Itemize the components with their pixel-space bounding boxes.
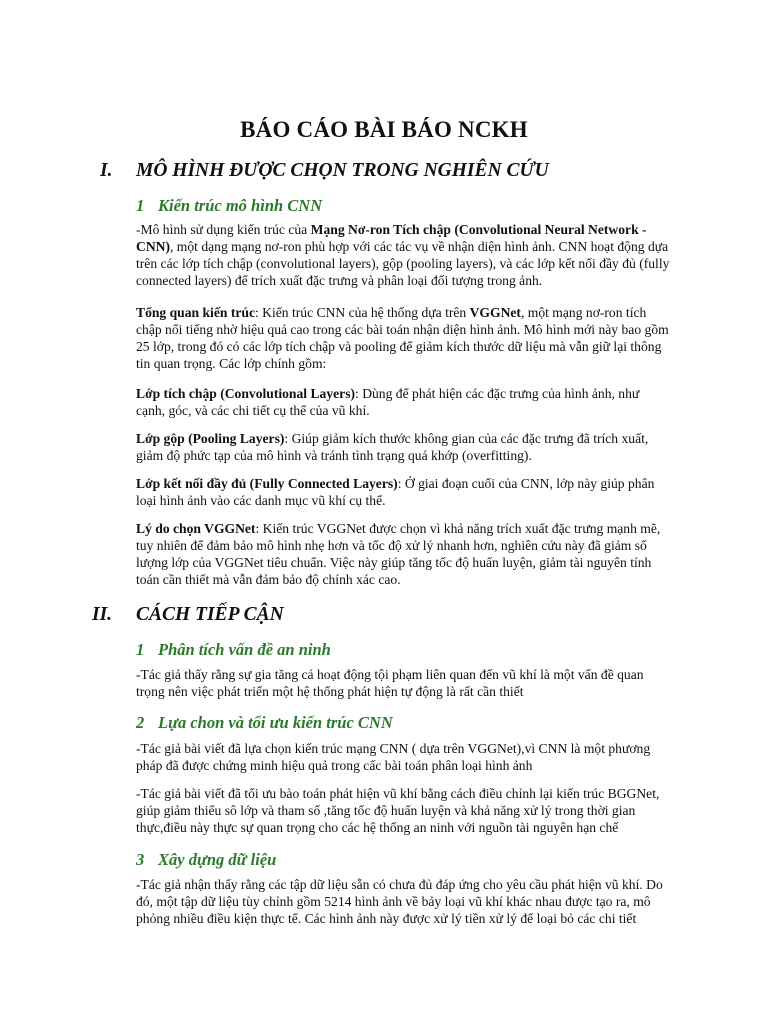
subsection-title: Lựa chon và tối ưu kiến trúc CNN	[158, 713, 393, 732]
paragraph-architecture-overview	[136, 304, 670, 372]
subsection-heading-1-1	[136, 196, 322, 216]
subsection-number: 1	[136, 196, 145, 215]
subsection-heading-2-3	[136, 850, 276, 870]
subsection-title: Phân tích vấn đề an ninh	[158, 640, 331, 659]
text-run: : Dùng để phát hiện các đặc trưng của hình ảnh, như cạnh, góc, và các chi tiết cụ thể của vũ khí.	[136, 386, 640, 418]
subsection-heading-2-2	[136, 713, 393, 733]
text-run: : Ở giai đoạn cuối của CNN, lớp này giúp phân loại hình ảnh vào các danh mục vũ khí cụ thể.	[136, 476, 655, 508]
text-run: : Giúp giảm kích thước không gian của các đặc trưng đã trích xuất, giảm độ phức tạp của mô hình và tránh tình trạng quá khớp (overfitting).	[136, 431, 649, 463]
text-run: , một dạng mạng nơ-ron phù hợp với các tác vụ về nhận diện hình ảnh. CNN hoạt động dựa trên các lớp tích chập (convolutional layers), gộp (pooling layers), và các lớp kết nối đầy đủ (fully connected layers) để trích xuất đặc trưng và phân loại đối tượng trong ảnh.	[136, 239, 670, 288]
paragraph-cnn-optimization: -Tác giả bài viết đã tối ưu bào toán phát hiện vũ khí bằng cách điều chỉnh lại kiến trúc BGGNet, giúp giảm thiểu sô lớp và tham số ,tăng tốc độ huấn luyện và khả năng xử lý trong thời gian thực,điều này thực sự quan trọng cho các hệ thống an ninh với nguồn tài nguyên hạn chế	[136, 786, 660, 835]
paragraph-security-analysis: -Tác giả thấy rằng sự gia tăng cá hoạt động tội phạm liên quan đến vũ khí là một vấn đề quan trọng nên việc phát triển một hệ thống phát hiện tự động là rất cần thiết	[136, 667, 644, 699]
text-run: : Kiến trúc CNN của hệ thống dựa trên	[254, 305, 470, 320]
bold-run: Lớp kết nối đầy đủ (Fully Connected Layers)	[136, 476, 398, 491]
bold-run: Mạng Nơ-ron Tích chập (Convolutional Neural Network - CNN)	[136, 222, 647, 254]
section-number: II.	[92, 604, 113, 625]
paragraph-pooling-layers	[136, 430, 670, 464]
document-title: BÁO CÁO BÀI BÁO NCKH	[240, 117, 528, 142]
bold-run: VGGNet	[469, 305, 521, 320]
section-title: MÔ HÌNH ĐƯỢC CHỌN TRONG NGHIÊN CỨU	[136, 160, 549, 181]
subsection-number: 3	[136, 850, 145, 869]
paragraph-conv-layers	[136, 385, 670, 419]
section-number: I.	[100, 160, 113, 181]
paragraph-cnn-choice: -Tác giả bài viết đã lựa chọn kiến trúc mạng CNN ( dựa trên VGGNet),vì CNN là một phương pháp đã được chứng minh hiệu quả trong cấc bài toán phân loại hình ảnh	[136, 741, 651, 773]
bold-run: Lý do chọn VGGNet	[136, 521, 256, 536]
bold-run: Lớp gộp (Pooling Layers)	[136, 431, 285, 446]
text-run: : Kiến trúc VGGNet được chọn vì khả năng trích xuất đặc trưng mạnh mẽ, tuy nhiên để đảm bảo mô hình nhẹ hơn và tốc độ xử lý nhanh hơn, nghiên cứu này đã giảm số lượng lớp của VGGNet tiêu chuẩn. Việc này giúp tăng tốc độ huấn luyện, giảm tài nguyên tính toán cần thiết mà vẫn đảm bảo độ chính xác cao.	[136, 521, 661, 587]
bold-run: Tổng quan kiến trúc	[136, 305, 255, 320]
subsection-number: 1	[136, 640, 145, 659]
paragraph-dataset-building: -Tác giả nhận thấy rằng các tập dữ liệu sẵn có chưa đủ đáp ứng cho yêu cầu phát hiện vũ khí. Do đó, một tập dữ liệu tùy chỉnh gồm 5214 hình ảnh về bảy loại vũ khí khác nhau được tạo ra, mô phỏng nhiều điều kiện thực tế. Các hình ảnh này được xử lý tiền xử lý để loại bỏ các chi tiết	[136, 877, 663, 926]
subsection-heading-2-1	[136, 640, 331, 660]
paragraph-cnn-intro	[136, 221, 670, 289]
subsection-number: 2	[136, 713, 145, 732]
text-run: -Mô hình sử dụng kiến trúc của	[136, 222, 311, 237]
section-title: CÁCH TIẾP CẬN	[136, 604, 284, 625]
paragraph-why-vggnet	[136, 520, 670, 588]
text-run: , một mạng nơ-ron tích chập nổi tiếng nhờ hiệu quả cao trong các bài toán nhận diện hình ảnh. Mô hình mới này bao gồm 25 lớp, trong đó có các lớp tích chập và pooling để giảm kích thước dữ liệu mà vẫn giữ lại thông tin quan trọng. Các lớp chính gồm:	[136, 305, 669, 371]
paragraph-fc-layers	[136, 475, 670, 509]
subsection-title: Xây dựng dữ liệu	[158, 850, 277, 869]
bold-run: Lớp tích chập (Convolutional Layers)	[136, 386, 356, 401]
subsection-title: Kiến trúc mô hình CNN	[158, 196, 323, 215]
